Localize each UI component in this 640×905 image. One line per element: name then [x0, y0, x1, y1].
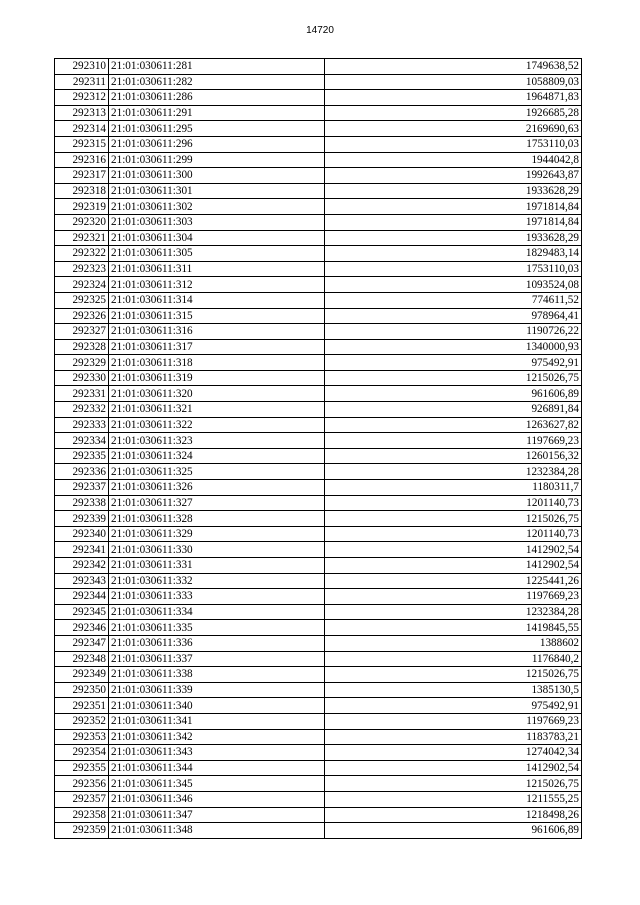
cadastral-number-cell: 21:01:030611:343: [109, 745, 325, 761]
cadastral-value-cell: 1201140,73: [325, 495, 582, 511]
cadastral-number-cell: 21:01:030611:315: [109, 308, 325, 324]
cadastral-number-cell: 21:01:030611:345: [109, 776, 325, 792]
row-number-cell: 292312: [55, 90, 109, 106]
cadastral-number-cell: 21:01:030611:332: [109, 573, 325, 589]
cadastral-value-cell: 1933628,29: [325, 230, 582, 246]
row-number-cell: 292311: [55, 74, 109, 90]
table-row: [55, 136, 582, 152]
cadastral-value-cell: 1215026,75: [325, 511, 582, 527]
row-number-cell: 292327: [55, 324, 109, 340]
cadastral-number-cell: 21:01:030611:340: [109, 698, 325, 714]
cadastral-number-cell: 21:01:030611:299: [109, 152, 325, 168]
table-row: [55, 121, 582, 137]
cadastral-number-cell: 21:01:030611:291: [109, 105, 325, 121]
cadastral-value-cell: 1829483,14: [325, 246, 582, 262]
cadastral-value-table: [54, 58, 582, 839]
table-row: [55, 355, 582, 371]
table-row: [55, 261, 582, 277]
row-number-cell: 292341: [55, 542, 109, 558]
row-number-cell: 292339: [55, 511, 109, 527]
row-number-cell: 292340: [55, 526, 109, 542]
cadastral-value-cell: 1218498,26: [325, 807, 582, 823]
cadastral-value-cell: 1058809,03: [325, 74, 582, 90]
cadastral-number-cell: 21:01:030611:344: [109, 760, 325, 776]
cadastral-value-cell: 1176840,2: [325, 651, 582, 667]
cadastral-number-cell: 21:01:030611:338: [109, 667, 325, 683]
row-number-cell: 292337: [55, 480, 109, 496]
row-number-cell: 292318: [55, 183, 109, 199]
row-number-cell: 292323: [55, 261, 109, 277]
table-row: [55, 292, 582, 308]
cadastral-number-cell: 21:01:030611:322: [109, 417, 325, 433]
cadastral-number-cell: 21:01:030611:346: [109, 791, 325, 807]
cadastral-number-cell: 21:01:030611:328: [109, 511, 325, 527]
table-row: [55, 370, 582, 386]
row-number-cell: 292314: [55, 121, 109, 137]
cadastral-number-cell: 21:01:030611:335: [109, 620, 325, 636]
cadastral-value-cell: 1211555,25: [325, 791, 582, 807]
cadastral-number-cell: 21:01:030611:318: [109, 355, 325, 371]
table-row: [55, 339, 582, 355]
cadastral-value-cell: 1753110,03: [325, 261, 582, 277]
cadastral-value-cell: 1190726,22: [325, 324, 582, 340]
row-number-cell: 292319: [55, 199, 109, 215]
cadastral-value-cell: 1232384,28: [325, 604, 582, 620]
cadastral-number-cell: 21:01:030611:302: [109, 199, 325, 215]
table-body: [55, 59, 582, 839]
table-row: [55, 386, 582, 402]
cadastral-value-cell: 1412902,54: [325, 558, 582, 574]
table-row: [55, 277, 582, 293]
row-number-cell: 292334: [55, 433, 109, 449]
row-number-cell: 292338: [55, 495, 109, 511]
table-row: [55, 417, 582, 433]
table-row: [55, 183, 582, 199]
cadastral-number-cell: 21:01:030611:330: [109, 542, 325, 558]
cadastral-number-cell: 21:01:030611:311: [109, 261, 325, 277]
row-number-cell: 292351: [55, 698, 109, 714]
cadastral-value-cell: 961606,89: [325, 823, 582, 839]
cadastral-number-cell: 21:01:030611:334: [109, 604, 325, 620]
row-number-cell: 292358: [55, 807, 109, 823]
cadastral-number-cell: 21:01:030611:321: [109, 402, 325, 418]
table-row: [55, 807, 582, 823]
row-number-cell: 292310: [55, 59, 109, 75]
cadastral-value-cell: 926891,84: [325, 402, 582, 418]
table-row: [55, 308, 582, 324]
row-number-cell: 292324: [55, 277, 109, 293]
cadastral-value-cell: 1971814,84: [325, 199, 582, 215]
cadastral-number-cell: 21:01:030611:324: [109, 448, 325, 464]
cadastral-value-cell: 1232384,28: [325, 464, 582, 480]
row-number-cell: 292326: [55, 308, 109, 324]
cadastral-value-cell: 1749638,52: [325, 59, 582, 75]
row-number-cell: 292343: [55, 573, 109, 589]
cadastral-value-cell: 1944042,8: [325, 152, 582, 168]
table-row: [55, 59, 582, 75]
table-row: [55, 760, 582, 776]
row-number-cell: 292355: [55, 760, 109, 776]
cadastral-value-cell: 1971814,84: [325, 214, 582, 230]
cadastral-value-cell: 774611,52: [325, 292, 582, 308]
row-number-cell: 292350: [55, 682, 109, 698]
row-number-cell: 292328: [55, 339, 109, 355]
table-row: [55, 620, 582, 636]
table-row: [55, 713, 582, 729]
table-row: [55, 511, 582, 527]
cadastral-value-cell: 1180311,7: [325, 480, 582, 496]
cadastral-value-cell: 1926685,28: [325, 105, 582, 121]
cadastral-value-cell: 2169690,63: [325, 121, 582, 137]
cadastral-value-cell: 1093524,08: [325, 277, 582, 293]
cadastral-value-cell: 1197669,23: [325, 433, 582, 449]
table-row: [55, 74, 582, 90]
cadastral-value-cell: 1992643,87: [325, 168, 582, 184]
cadastral-number-cell: 21:01:030611:286: [109, 90, 325, 106]
table-row: [55, 433, 582, 449]
table-row: [55, 199, 582, 215]
row-number-cell: 292321: [55, 230, 109, 246]
cadastral-number-cell: 21:01:030611:336: [109, 635, 325, 651]
row-number-cell: 292329: [55, 355, 109, 371]
cadastral-value-cell: 1197669,23: [325, 713, 582, 729]
table-row: [55, 214, 582, 230]
cadastral-number-cell: 21:01:030611:342: [109, 729, 325, 745]
cadastral-number-cell: 21:01:030611:314: [109, 292, 325, 308]
cadastral-value-cell: 1753110,03: [325, 136, 582, 152]
cadastral-value-cell: 975492,91: [325, 355, 582, 371]
cadastral-number-cell: 21:01:030611:300: [109, 168, 325, 184]
row-number-cell: 292332: [55, 402, 109, 418]
table-row: [55, 152, 582, 168]
row-number-cell: 292354: [55, 745, 109, 761]
cadastral-value-cell: 1183783,21: [325, 729, 582, 745]
cadastral-value-cell: 1215026,75: [325, 776, 582, 792]
table-row: [55, 495, 582, 511]
table-row: [55, 448, 582, 464]
table-row: [55, 651, 582, 667]
row-number-cell: 292316: [55, 152, 109, 168]
table-row: [55, 776, 582, 792]
cadastral-value-cell: 1260156,32: [325, 448, 582, 464]
cadastral-value-cell: 1412902,54: [325, 760, 582, 776]
cadastral-value-cell: 1215026,75: [325, 370, 582, 386]
row-number-cell: 292357: [55, 791, 109, 807]
cadastral-number-cell: 21:01:030611:325: [109, 464, 325, 480]
table-row: [55, 589, 582, 605]
table-row: [55, 635, 582, 651]
cadastral-number-cell: 21:01:030611:312: [109, 277, 325, 293]
cadastral-number-cell: 21:01:030611:317: [109, 339, 325, 355]
cadastral-value-cell: 1274042,34: [325, 745, 582, 761]
cadastral-value-cell: 1201140,73: [325, 526, 582, 542]
row-number-cell: 292336: [55, 464, 109, 480]
cadastral-value-cell: 961606,89: [325, 386, 582, 402]
cadastral-value-cell: 1340000,93: [325, 339, 582, 355]
table-row: [55, 542, 582, 558]
cadastral-value-cell: 1225441,26: [325, 573, 582, 589]
cadastral-number-cell: 21:01:030611:319: [109, 370, 325, 386]
row-number-cell: 292322: [55, 246, 109, 262]
row-number-cell: 292342: [55, 558, 109, 574]
cadastral-value-cell: 1388602: [325, 635, 582, 651]
table-row: [55, 230, 582, 246]
cadastral-number-cell: 21:01:030611:333: [109, 589, 325, 605]
cadastral-number-cell: 21:01:030611:327: [109, 495, 325, 511]
row-number-cell: 292331: [55, 386, 109, 402]
cadastral-value-cell: 978964,41: [325, 308, 582, 324]
table-row: [55, 90, 582, 106]
cadastral-number-cell: 21:01:030611:320: [109, 386, 325, 402]
row-number-cell: 292315: [55, 136, 109, 152]
table-row: [55, 729, 582, 745]
cadastral-number-cell: 21:01:030611:331: [109, 558, 325, 574]
table-row: [55, 526, 582, 542]
row-number-cell: 292349: [55, 667, 109, 683]
cadastral-number-cell: 21:01:030611:296: [109, 136, 325, 152]
table-row: [55, 402, 582, 418]
row-number-cell: 292330: [55, 370, 109, 386]
row-number-cell: 292359: [55, 823, 109, 839]
table-row: [55, 573, 582, 589]
table-row: [55, 791, 582, 807]
cadastral-value-cell: 1412902,54: [325, 542, 582, 558]
cadastral-value-cell: 1263627,82: [325, 417, 582, 433]
cadastral-number-cell: 21:01:030611:301: [109, 183, 325, 199]
row-number-cell: 292320: [55, 214, 109, 230]
cadastral-number-cell: 21:01:030611:323: [109, 433, 325, 449]
table-row: [55, 698, 582, 714]
table-row: [55, 745, 582, 761]
row-number-cell: 292325: [55, 292, 109, 308]
row-number-cell: 292347: [55, 635, 109, 651]
table-row: [55, 246, 582, 262]
table-row: [55, 105, 582, 121]
cadastral-value-cell: 975492,91: [325, 698, 582, 714]
cadastral-number-cell: 21:01:030611:281: [109, 59, 325, 75]
table-row: [55, 324, 582, 340]
table-row: [55, 464, 582, 480]
row-number-cell: 292352: [55, 713, 109, 729]
row-number-cell: 292346: [55, 620, 109, 636]
cadastral-number-cell: 21:01:030611:326: [109, 480, 325, 496]
cadastral-number-cell: 21:01:030611:348: [109, 823, 325, 839]
table-row: [55, 823, 582, 839]
cadastral-number-cell: 21:01:030611:282: [109, 74, 325, 90]
cadastral-value-cell: 1964871,83: [325, 90, 582, 106]
cadastral-number-cell: 21:01:030611:341: [109, 713, 325, 729]
cadastral-value-cell: 1933628,29: [325, 183, 582, 199]
cadastral-number-cell: 21:01:030611:339: [109, 682, 325, 698]
cadastral-value-cell: 1215026,75: [325, 667, 582, 683]
cadastral-value-cell: 1419845,55: [325, 620, 582, 636]
table-row: [55, 604, 582, 620]
table-row: [55, 168, 582, 184]
row-number-cell: 292317: [55, 168, 109, 184]
row-number-cell: 292335: [55, 448, 109, 464]
cadastral-number-cell: 21:01:030611:305: [109, 246, 325, 262]
page-number: 14720: [306, 25, 334, 36]
table-row: [55, 682, 582, 698]
cadastral-value-cell: 1385130,5: [325, 682, 582, 698]
cadastral-number-cell: 21:01:030611:337: [109, 651, 325, 667]
cadastral-number-cell: 21:01:030611:295: [109, 121, 325, 137]
row-number-cell: 292345: [55, 604, 109, 620]
row-number-cell: 292333: [55, 417, 109, 433]
cadastral-number-cell: 21:01:030611:347: [109, 807, 325, 823]
table-row: [55, 558, 582, 574]
row-number-cell: 292344: [55, 589, 109, 605]
row-number-cell: 292356: [55, 776, 109, 792]
row-number-cell: 292353: [55, 729, 109, 745]
row-number-cell: 292313: [55, 105, 109, 121]
cadastral-number-cell: 21:01:030611:329: [109, 526, 325, 542]
cadastral-number-cell: 21:01:030611:303: [109, 214, 325, 230]
cadastral-number-cell: 21:01:030611:316: [109, 324, 325, 340]
cadastral-number-cell: 21:01:030611:304: [109, 230, 325, 246]
row-number-cell: 292348: [55, 651, 109, 667]
table-row: [55, 480, 582, 496]
cadastral-value-cell: 1197669,23: [325, 589, 582, 605]
table-row: [55, 667, 582, 683]
